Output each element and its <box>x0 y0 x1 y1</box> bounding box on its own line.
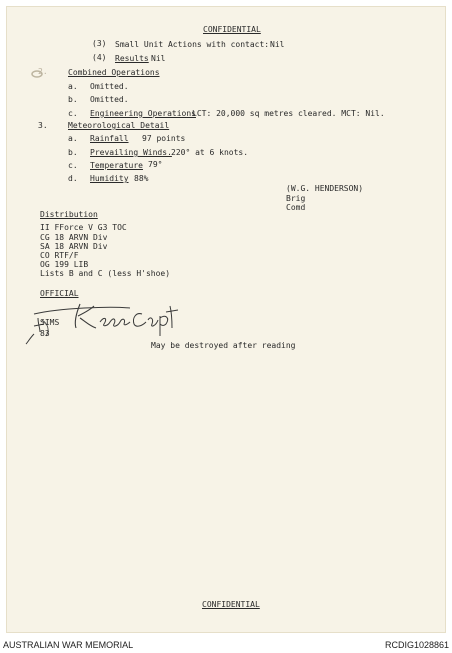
item-4-number: (4) <box>92 53 107 62</box>
section-2-a-letter: a. <box>68 82 78 91</box>
section-3-title: Meteorological Detail <box>68 121 170 130</box>
section-3-b-letter: b. <box>68 148 78 157</box>
section-2-c-label: Engineering Operations <box>90 109 196 118</box>
section-3-d-label: Humidity <box>90 174 129 183</box>
item-4-label: Results <box>115 54 149 63</box>
section-2-a-text: Omitted. <box>90 82 129 91</box>
distribution-line: CG 18 ARVN Div <box>40 233 108 242</box>
section-3-a-label: Rainfall <box>90 134 129 143</box>
archive-reference: RCDIG1028861 <box>384 640 449 650</box>
section-3-number: 3. <box>38 121 48 130</box>
section-3-a-letter: a. <box>68 134 78 143</box>
signatory-rank: Brig <box>286 194 306 203</box>
section-3-a-text: 97 points <box>142 134 186 143</box>
section-2-b-letter: b. <box>68 95 78 104</box>
section-3-c-label: Temperature <box>90 161 143 170</box>
signatory-name: (W.G. HENDERSON) <box>286 184 364 193</box>
item-3-number: (3) <box>92 39 107 48</box>
classification-footer: CONFIDENTIAL <box>202 600 260 609</box>
official-ref-1: SIMS <box>40 318 60 327</box>
section-3-b-label: Prevailing Winds. <box>90 148 172 157</box>
distribution-line: Lists B and C (less H'shoe) <box>40 269 171 278</box>
section-2-c-text: LCT: 20,000 sq metres cleared. MCT: Nil. <box>192 109 385 118</box>
item-4-value: Nil <box>151 54 166 63</box>
section-2-b-text: Omitted. <box>90 95 129 104</box>
official-label: OFFICIAL <box>40 289 79 298</box>
section-3-c-text: 79° <box>148 160 163 169</box>
section-3-d-text: 88% <box>134 174 149 183</box>
distribution-line: OG 199 LIB <box>40 260 89 269</box>
section-3-b-text: 220° at 6 knots. <box>171 148 249 157</box>
official-ref-2: 83 <box>40 329 50 338</box>
document-page <box>6 6 446 633</box>
section-2-title: Combined Operations <box>68 68 160 77</box>
distribution-line: SA 18 ARVN Div <box>40 242 108 251</box>
distribution-title: Distribution <box>40 210 98 219</box>
section-3-c-letter: c. <box>68 161 78 170</box>
item-3-value: Nil <box>270 40 285 49</box>
disposal-notice: May be destroyed after reading <box>151 341 296 350</box>
signatory-appointment: Comd <box>286 203 306 212</box>
distribution-line: II FForce V G3 TOC <box>40 223 127 232</box>
distribution-line: CO RTF/F <box>40 251 79 260</box>
archive-footer-bar <box>0 636 452 653</box>
classification-header: CONFIDENTIAL <box>203 25 261 34</box>
section-2-number: 2. <box>38 67 48 76</box>
archive-name: AUSTRALIAN WAR MEMORIAL <box>3 640 134 650</box>
section-2-c-letter: c. <box>68 109 78 118</box>
item-3-label: Small Unit Actions with contact: <box>115 40 270 49</box>
section-3-d-letter: d. <box>68 174 78 183</box>
